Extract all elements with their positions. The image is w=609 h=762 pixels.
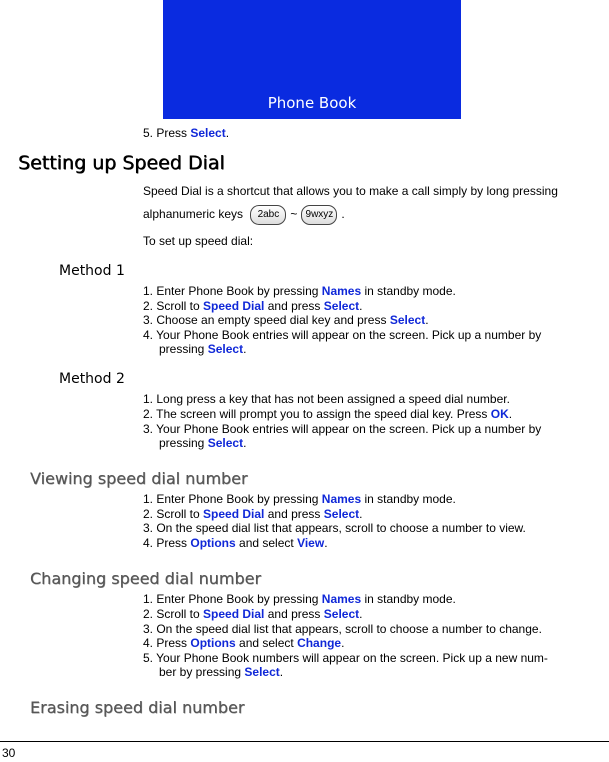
changing-step-4	[143, 636, 344, 651]
speed-dial-keyword: Speed Dial	[203, 607, 265, 621]
viewing-title: Viewing speed dial number	[30, 469, 248, 488]
view-keyword: View	[297, 536, 325, 550]
select-keyword: Select	[323, 607, 360, 621]
section-desc-line1: Speed Dial is a shortcut that allows you to make a call simply by long pressing	[143, 184, 558, 198]
step-text: .	[425, 313, 429, 327]
step-text: 5. Press	[143, 126, 191, 140]
phone-book-screen-title: Phone Book	[267, 94, 357, 112]
viewing-step-4	[143, 536, 328, 551]
desc-text: .	[341, 207, 345, 222]
step-text: and press	[264, 299, 324, 313]
step-text: 4. Press	[143, 636, 191, 650]
footer-divider	[0, 741, 609, 742]
step-text: .	[324, 536, 328, 550]
method-2-title: Method 2	[59, 371, 125, 387]
method-2-step-1: 1. Long press a key that has not been assigned a speed dial number.	[143, 392, 510, 406]
changing-title: Changing speed dial number	[30, 569, 262, 588]
select-keyword: Select	[244, 665, 280, 679]
step-text: .	[359, 507, 363, 521]
step-text: .	[243, 436, 247, 450]
step-text: .	[508, 407, 513, 421]
step-text: .	[243, 342, 247, 356]
key-9-icon: 9wxyz	[301, 205, 337, 225]
changing-step-3: 3. On the speed dial list that appears, scroll to choose a number to change.	[143, 622, 542, 636]
step-text: 3. Choose an empty speed dial key and press	[143, 313, 390, 327]
step-text: .	[359, 607, 363, 621]
section-desc-line2	[143, 205, 345, 225]
step-text: 2. Scroll to	[143, 299, 204, 313]
step-text: and press	[264, 507, 324, 521]
options-keyword: Options	[190, 636, 236, 650]
step-text: 1. Enter Phone Book by pressing	[143, 492, 322, 506]
step-text: pressing	[159, 342, 208, 356]
select-keyword: Select	[323, 507, 360, 521]
intro-step-5	[143, 126, 229, 141]
select-keyword: Select	[207, 436, 244, 450]
step-text: .	[279, 665, 284, 679]
change-keyword: Change	[297, 636, 342, 650]
tilde-text: ~	[290, 207, 298, 222]
step-text: 2. Scroll to	[143, 507, 204, 521]
step-text: in standby mode.	[361, 284, 456, 298]
erasing-title: Erasing speed dial number	[30, 698, 245, 717]
changing-step-1	[143, 592, 456, 607]
step-text: 2. The screen will prompt you to assign the speed dial key. Press	[143, 407, 491, 421]
step-text: 4. Press	[143, 536, 191, 550]
method-2-step-3: 3. Your Phone Book entries will appear on the screen. Pick up a number by	[143, 422, 542, 436]
step-text: and select	[235, 636, 298, 650]
key-2-icon: 2abc	[250, 205, 286, 225]
options-keyword: Options	[190, 536, 236, 550]
setup-intro: To set up speed dial:	[143, 234, 254, 248]
select-keyword: Select	[389, 313, 426, 327]
section-title: Setting up Speed Dial	[18, 152, 225, 174]
method-2-step-3-cont	[143, 436, 246, 451]
method-1-step-4: 4. Your Phone Book entries will appear on the screen. Pick up a number by	[143, 328, 542, 342]
select-keyword: Select	[190, 126, 226, 140]
method-1-title: Method 1	[59, 263, 125, 279]
changing-step-5-cont	[143, 665, 283, 680]
method-1-step-4-cont	[143, 342, 246, 357]
step-text: ber by pressing	[159, 665, 245, 679]
names-keyword: Names	[321, 492, 362, 506]
step-text: and press	[264, 607, 324, 621]
method-1-step-2	[143, 299, 362, 314]
viewing-step-1	[143, 492, 456, 507]
step-text: and select	[235, 536, 298, 550]
changing-step-2	[143, 607, 362, 622]
step-text: 2. Scroll to	[143, 607, 204, 621]
viewing-step-3: 3. On the speed dial list that appears, scroll to choose a number to view.	[143, 521, 526, 535]
ok-keyword: OK	[490, 407, 509, 421]
desc-text: alphanumeric keys	[143, 207, 244, 222]
speed-dial-keyword: Speed Dial	[203, 299, 265, 313]
method-2-step-2	[143, 407, 512, 422]
step-text: in standby mode.	[361, 592, 456, 606]
phone-book-screen-image	[163, 0, 461, 119]
method-1-step-1	[143, 284, 456, 299]
step-text: pressing	[159, 436, 208, 450]
changing-step-5: 5. Your Phone Book numbers will appear on the screen. Pick up a new num-	[143, 651, 548, 665]
select-keyword: Select	[323, 299, 360, 313]
method-1-step-3	[143, 313, 429, 328]
step-text: in standby mode.	[361, 492, 456, 506]
step-text: .	[359, 299, 363, 313]
page-number: 30	[2, 746, 16, 760]
step-text: 1. Enter Phone Book by pressing	[143, 592, 322, 606]
viewing-step-2	[143, 507, 362, 522]
step-text: .	[341, 636, 345, 650]
select-keyword: Select	[207, 342, 244, 356]
names-keyword: Names	[321, 284, 362, 298]
speed-dial-keyword: Speed Dial	[203, 507, 265, 521]
step-text: .	[225, 126, 230, 140]
names-keyword: Names	[321, 592, 362, 606]
step-text: 1. Enter Phone Book by pressing	[143, 284, 322, 298]
